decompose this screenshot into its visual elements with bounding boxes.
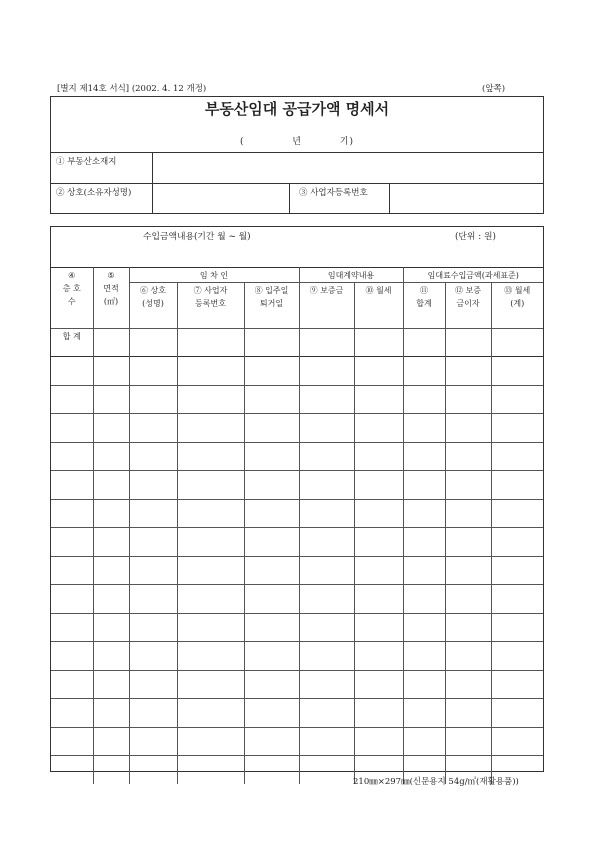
- table-cell[interactable]: [445, 585, 491, 614]
- area-header: ⑤ 면적 (㎡): [93, 268, 129, 329]
- table-cell[interactable]: [445, 670, 491, 699]
- table-cell[interactable]: [491, 670, 543, 699]
- table-cell[interactable]: [129, 556, 177, 585]
- table-cell[interactable]: [403, 727, 445, 756]
- table-row: [51, 385, 543, 414]
- table-cell[interactable]: [354, 642, 403, 671]
- table-cell[interactable]: [177, 556, 244, 585]
- table-cell[interactable]: [244, 642, 299, 671]
- table-cell[interactable]: [244, 329, 299, 357]
- table-cell[interactable]: [403, 329, 445, 357]
- table-row: [51, 357, 543, 386]
- period-label: 기): [339, 137, 354, 147]
- table-cell[interactable]: [177, 442, 244, 471]
- table-cell[interactable]: [129, 499, 177, 528]
- table-cell[interactable]: [93, 499, 129, 528]
- table-cell[interactable]: [51, 756, 93, 784]
- divider: [51, 152, 543, 153]
- table-cell[interactable]: [244, 756, 299, 784]
- table-cell[interactable]: [51, 414, 93, 443]
- table-cell[interactable]: [51, 727, 93, 756]
- document-title: 부동산임대 공급가액 명세서: [204, 100, 390, 118]
- table-row: [51, 699, 543, 728]
- table-cell[interactable]: [445, 499, 491, 528]
- table-cell[interactable]: [299, 670, 354, 699]
- table-cell[interactable]: [299, 756, 354, 784]
- year-open: (: [240, 137, 245, 147]
- table-row: [51, 414, 543, 443]
- table-cell[interactable]: [403, 471, 445, 500]
- table-cell[interactable]: [51, 528, 93, 557]
- business-number-label: ③ 사업자등록번호: [299, 188, 368, 198]
- table-cell[interactable]: [491, 528, 543, 557]
- table-cell[interactable]: [244, 528, 299, 557]
- table-cell[interactable]: [51, 699, 93, 728]
- table-cell[interactable]: [129, 385, 177, 414]
- table-cell[interactable]: [354, 499, 403, 528]
- table-cell[interactable]: [51, 385, 93, 414]
- table-cell[interactable]: [491, 499, 543, 528]
- table-row: [51, 613, 543, 642]
- table-cell[interactable]: [129, 357, 177, 386]
- page-side: (앞쪽): [482, 84, 506, 94]
- table-cell[interactable]: [51, 642, 93, 671]
- table-cell[interactable]: [445, 556, 491, 585]
- table-cell[interactable]: [491, 556, 543, 585]
- table-cell[interactable]: [51, 499, 93, 528]
- table-cell[interactable]: [244, 442, 299, 471]
- table-cell[interactable]: [177, 699, 244, 728]
- tenant-header: 임 차 인: [129, 268, 299, 283]
- table-cell[interactable]: [445, 699, 491, 728]
- year-label: 년: [292, 137, 302, 147]
- table-cell[interactable]: [177, 385, 244, 414]
- table-cell[interactable]: [403, 414, 445, 443]
- table-cell[interactable]: [129, 613, 177, 642]
- table-cell[interactable]: [403, 528, 445, 557]
- table-cell[interactable]: [93, 471, 129, 500]
- table-cell[interactable]: [491, 727, 543, 756]
- table-cell[interactable]: [445, 613, 491, 642]
- table-cell[interactable]: [129, 471, 177, 500]
- table-cell[interactable]: [445, 414, 491, 443]
- statement-header-box: [50, 96, 544, 214]
- table-cell[interactable]: [244, 414, 299, 443]
- trade-name-label: ② 상호(소유자성명): [56, 188, 132, 198]
- table-cell[interactable]: [177, 585, 244, 614]
- table-cell[interactable]: [299, 329, 354, 357]
- table-cell[interactable]: [445, 642, 491, 671]
- table-cell[interactable]: [177, 642, 244, 671]
- table-cell[interactable]: [129, 670, 177, 699]
- table-cell[interactable]: [177, 471, 244, 500]
- table-cell[interactable]: [299, 442, 354, 471]
- table-cell[interactable]: [51, 442, 93, 471]
- table-cell[interactable]: [354, 699, 403, 728]
- table-cell[interactable]: [299, 613, 354, 642]
- table-cell[interactable]: [244, 585, 299, 614]
- contract-header: 임대계약내용: [299, 268, 403, 283]
- table-cell[interactable]: [244, 385, 299, 414]
- table-cell[interactable]: [445, 471, 491, 500]
- table-cell[interactable]: [93, 329, 129, 357]
- table-cell[interactable]: [51, 613, 93, 642]
- table-row: [51, 442, 543, 471]
- entry-rows: [51, 357, 543, 784]
- table-cell[interactable]: [403, 642, 445, 671]
- table-cell[interactable]: [93, 670, 129, 699]
- table-cell[interactable]: [177, 613, 244, 642]
- table-cell[interactable]: [244, 699, 299, 728]
- table-cell[interactable]: [299, 499, 354, 528]
- table-cell[interactable]: [93, 727, 129, 756]
- table-cell[interactable]: [177, 727, 244, 756]
- table-cell[interactable]: [93, 442, 129, 471]
- table-cell[interactable]: [177, 414, 244, 443]
- table-cell[interactable]: [299, 727, 354, 756]
- table-cell[interactable]: [491, 357, 543, 386]
- table-cell[interactable]: [299, 385, 354, 414]
- table-cell[interactable]: [93, 385, 129, 414]
- table-cell[interactable]: [93, 756, 129, 784]
- table-cell[interactable]: [51, 585, 93, 614]
- table-cell[interactable]: [354, 585, 403, 614]
- table-cell[interactable]: [403, 385, 445, 414]
- table-cell[interactable]: [403, 670, 445, 699]
- table-cell[interactable]: [491, 613, 543, 642]
- table-cell[interactable]: [244, 727, 299, 756]
- table-cell[interactable]: [93, 357, 129, 386]
- sum-label: 합 계: [51, 329, 93, 357]
- monthly-header: ⑩ 월세: [354, 283, 403, 329]
- table-cell[interactable]: [244, 499, 299, 528]
- table-cell[interactable]: [51, 471, 93, 500]
- table-cell[interactable]: [93, 613, 129, 642]
- divider: [389, 183, 390, 214]
- table-cell[interactable]: [129, 414, 177, 443]
- table-cell[interactable]: [177, 499, 244, 528]
- deposit-interest-header: ⑫ 보증 금이자: [445, 283, 491, 329]
- table-cell[interactable]: [51, 357, 93, 386]
- table-cell[interactable]: [299, 471, 354, 500]
- table-cell[interactable]: [491, 442, 543, 471]
- table-cell[interactable]: [491, 385, 543, 414]
- table-cell[interactable]: [403, 357, 445, 386]
- table-cell[interactable]: [491, 699, 543, 728]
- table-cell[interactable]: [403, 556, 445, 585]
- table-cell[interactable]: [445, 357, 491, 386]
- table-cell[interactable]: [299, 699, 354, 728]
- table-cell[interactable]: [354, 385, 403, 414]
- paper-spec: 210㎜×297㎜(신문용지 54g/㎡(재활용품)): [353, 777, 519, 787]
- table-cell[interactable]: [244, 613, 299, 642]
- rent-income-header: 임대료수입금액(과세표준): [403, 268, 543, 283]
- table-row: [51, 670, 543, 699]
- table-cell[interactable]: [403, 585, 445, 614]
- table-cell[interactable]: [177, 756, 244, 784]
- table-cell[interactable]: [244, 357, 299, 386]
- table-cell[interactable]: [177, 329, 244, 357]
- table-cell[interactable]: [445, 528, 491, 557]
- table-cell[interactable]: [129, 442, 177, 471]
- table-cell[interactable]: [129, 642, 177, 671]
- table-cell[interactable]: [354, 329, 403, 357]
- table-row: [51, 585, 543, 614]
- table-cell[interactable]: [299, 556, 354, 585]
- table-cell[interactable]: [445, 329, 491, 357]
- table-cell[interactable]: [93, 642, 129, 671]
- divider: [51, 183, 543, 184]
- table-cell[interactable]: [51, 556, 93, 585]
- table-cell[interactable]: [129, 528, 177, 557]
- table-cell[interactable]: [354, 613, 403, 642]
- year-period: [51, 134, 543, 147]
- table-cell[interactable]: [129, 585, 177, 614]
- table-cell[interactable]: [244, 471, 299, 500]
- table-cell[interactable]: [445, 385, 491, 414]
- table-cell[interactable]: [491, 471, 543, 500]
- divider: [289, 183, 290, 214]
- table-cell[interactable]: [354, 442, 403, 471]
- table-cell[interactable]: [403, 442, 445, 471]
- table-cell[interactable]: [354, 471, 403, 500]
- table-cell[interactable]: [491, 329, 543, 357]
- table-cell[interactable]: [403, 699, 445, 728]
- table-cell[interactable]: [93, 414, 129, 443]
- income-table: [51, 267, 543, 784]
- floor-header: ④ 층 호 수: [51, 268, 93, 329]
- table-cell[interactable]: [445, 727, 491, 756]
- table-cell[interactable]: [51, 670, 93, 699]
- table-cell[interactable]: [244, 556, 299, 585]
- table-cell[interactable]: [491, 642, 543, 671]
- table-cell[interactable]: [299, 414, 354, 443]
- total-header: ⑪ 합계: [403, 283, 445, 329]
- unit-label: (단위 : 원): [455, 232, 496, 242]
- table-cell[interactable]: [244, 670, 299, 699]
- table-cell[interactable]: [177, 357, 244, 386]
- table-cell[interactable]: [491, 414, 543, 443]
- table-cell[interactable]: [299, 357, 354, 386]
- table-cell[interactable]: [403, 613, 445, 642]
- table-cell[interactable]: [354, 414, 403, 443]
- table-cell[interactable]: [177, 528, 244, 557]
- income-content-title: 수입금액내용(기간 월 ~ 월): [143, 232, 251, 242]
- form-number: [별지 제14호 서식] (2002. 4. 12 개정): [57, 84, 207, 94]
- table-row: [51, 528, 543, 557]
- table-cell[interactable]: [93, 528, 129, 557]
- table-cell[interactable]: [354, 556, 403, 585]
- divider: [152, 152, 153, 214]
- table-cell[interactable]: [129, 756, 177, 784]
- table-cell[interactable]: [93, 585, 129, 614]
- table-cell[interactable]: [491, 585, 543, 614]
- table-cell[interactable]: [93, 699, 129, 728]
- sum-row: [51, 329, 543, 357]
- table-row: [51, 642, 543, 671]
- table-cell[interactable]: [299, 642, 354, 671]
- table-cell[interactable]: [129, 329, 177, 357]
- table-cell[interactable]: [177, 670, 244, 699]
- table-row: [51, 471, 543, 500]
- biz-no-header: ⑦ 사업자 등록번호: [177, 283, 244, 329]
- table-cell[interactable]: [354, 528, 403, 557]
- table-row: [51, 499, 543, 528]
- table-cell[interactable]: [354, 727, 403, 756]
- table-cell[interactable]: [403, 499, 445, 528]
- property-location-label: ① 부동산소재지: [56, 157, 117, 167]
- table-cell[interactable]: [299, 585, 354, 614]
- income-table-box: [50, 226, 544, 772]
- table-cell[interactable]: [354, 357, 403, 386]
- table-row: [51, 727, 543, 756]
- table-row: [51, 556, 543, 585]
- monthly-total-header: ⑬ 월세 (계): [491, 283, 543, 329]
- table-cell[interactable]: [354, 670, 403, 699]
- table-cell[interactable]: [129, 699, 177, 728]
- table-cell[interactable]: [299, 528, 354, 557]
- table-cell[interactable]: [445, 442, 491, 471]
- move-date-header: ⑧ 입주일 퇴거일: [244, 283, 299, 329]
- deposit-header: ⑨ 보증금: [299, 283, 354, 329]
- table-cell[interactable]: [93, 556, 129, 585]
- table-cell[interactable]: [129, 727, 177, 756]
- name-header: ⑥ 상호 (성명): [129, 283, 177, 329]
